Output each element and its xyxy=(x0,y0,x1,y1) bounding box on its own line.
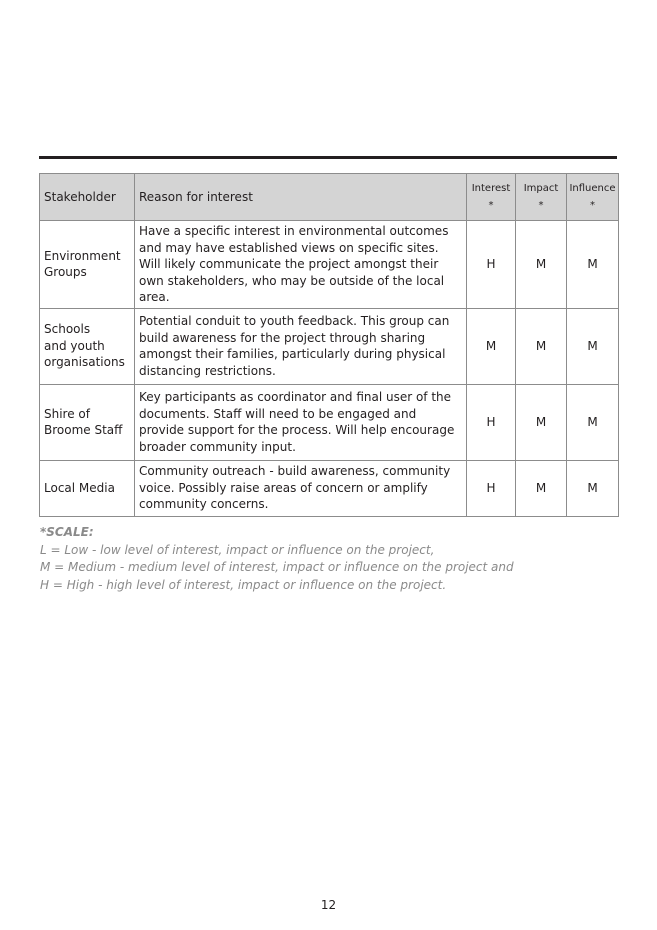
table-row xyxy=(40,460,619,516)
reason-cell: Community outreach - build awareness, community voice. Possibly raise areas of concern or amplify community concerns. xyxy=(135,460,467,516)
table-header-row xyxy=(40,174,619,221)
stakeholder-line: Broome Staff xyxy=(44,423,123,437)
influence-cell: M xyxy=(567,308,619,384)
impact-cell: M xyxy=(516,460,567,516)
impact-cell: M xyxy=(516,308,567,384)
stakeholder-line: Groups xyxy=(44,265,87,280)
interest-cell: H xyxy=(467,460,516,516)
interest-cell: H xyxy=(467,221,516,309)
reason-cell: Key participants as coordinator and final user of the documents. Staff will need to be engaged and provide support for the process. Will help encourage broader community input. xyxy=(135,384,467,460)
reason-cell: Have a specific interest in environmental outcomes and may have established views on specific sites. Will likely communicate the project amongst their own stakeholders, who may be outside of the local area. xyxy=(135,221,467,309)
top-rule xyxy=(39,156,617,159)
table-row xyxy=(40,384,619,460)
header-interest-asterisk: * xyxy=(488,200,494,211)
stakeholder-cell xyxy=(40,308,135,384)
header-reason: Reason for interest xyxy=(135,174,467,221)
influence-cell: M xyxy=(567,384,619,460)
impact-cell: M xyxy=(516,221,567,309)
table-row xyxy=(40,308,619,384)
impact-cell: M xyxy=(516,384,567,460)
stakeholder-cell xyxy=(40,460,135,516)
scale-title: *SCALE: xyxy=(40,525,94,539)
stakeholder-line: Shire of xyxy=(44,406,90,421)
header-impact-asterisk: * xyxy=(538,200,544,211)
stakeholder-line: Local Media xyxy=(44,480,115,495)
stakeholder-line: Schools xyxy=(44,322,91,337)
header-impact-label: Impact xyxy=(523,183,559,194)
stakeholder-cell xyxy=(40,384,135,460)
scale-high: H = High - high level of interest, impact or influence on the project. xyxy=(40,577,447,592)
stakeholder-table xyxy=(39,173,619,517)
header-influence-label: Influence xyxy=(569,183,616,194)
header-interest-label: Interest xyxy=(471,183,511,194)
header-influence xyxy=(567,174,619,221)
stakeholder-line: organisations xyxy=(44,355,125,370)
header-influence-asterisk: * xyxy=(590,200,595,211)
stakeholder-line: Environment xyxy=(44,248,121,263)
scale-low: L = Low - low level of interest, impact or influence on the project, xyxy=(40,542,435,557)
stakeholder-line: and youth xyxy=(44,338,105,353)
header-impact xyxy=(516,174,567,221)
page-number: 12 xyxy=(320,898,337,912)
table-row xyxy=(40,221,619,309)
influence-cell: M xyxy=(567,460,619,516)
interest-cell: H xyxy=(467,384,516,460)
influence-cell: M xyxy=(567,221,619,309)
reason-cell: Potential conduit to youth feedback. This group can build awareness for the project through sharing amongst their families, particularly during physical distancing restrictions. xyxy=(135,308,467,384)
header-stakeholder: Stakeholder xyxy=(40,174,135,221)
header-interest xyxy=(467,174,516,221)
scale-medium: M = Medium - medium level of interest, impact or influence on the project and xyxy=(40,560,514,574)
scale-legend xyxy=(40,524,620,594)
stakeholder-cell xyxy=(40,221,135,309)
interest-cell: M xyxy=(467,308,516,384)
